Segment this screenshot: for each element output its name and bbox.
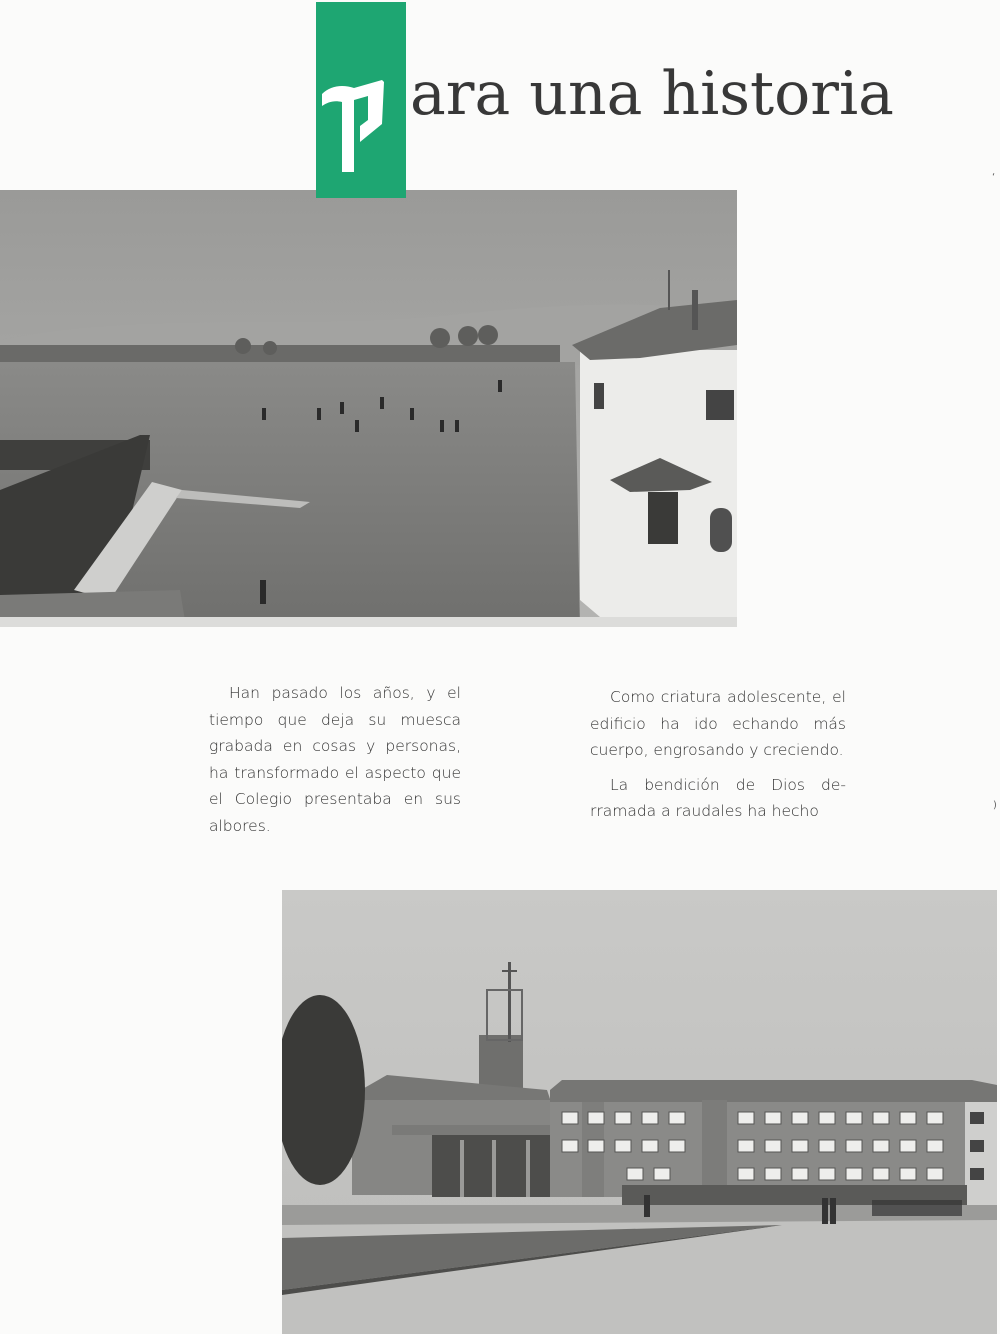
dropcap-block xyxy=(316,2,406,198)
paragraph: Han pasado los años, y el tiempo que deja su muesca grabada en cosas y personas, ha transformado el aspecto que el Colegio presentaba en sus albores. xyxy=(209,684,461,835)
scan-mark: ‘ xyxy=(992,172,996,183)
photo-enlarged-college xyxy=(282,890,997,1334)
scan-mark: ) xyxy=(993,800,997,811)
title-text: ara una historia xyxy=(410,59,894,129)
paragraph: Como criatura adolescente, el edificio ha ido echando más cuerpo, engrosando y creciendo. xyxy=(590,688,846,759)
photo-early-college xyxy=(0,190,737,627)
paragraph: La bendición de Dios de-rramada a raudales ha hecho xyxy=(590,775,846,820)
text-column-left xyxy=(209,680,461,847)
dropcap-p-icon xyxy=(320,72,400,172)
text-column-right xyxy=(590,684,846,833)
